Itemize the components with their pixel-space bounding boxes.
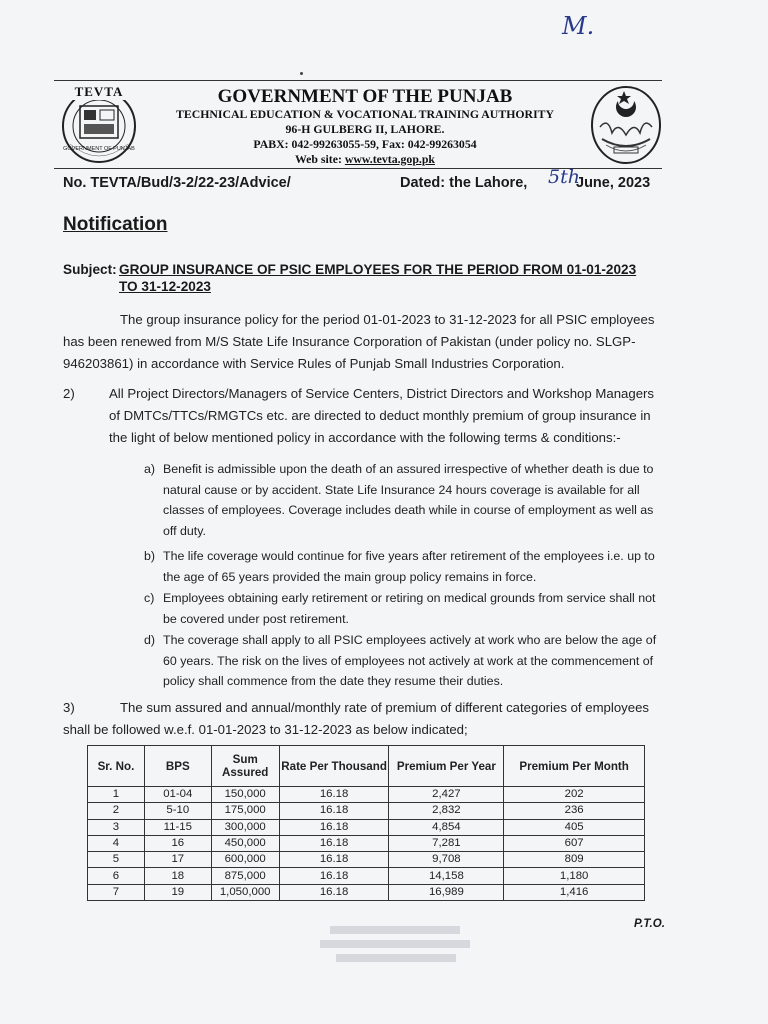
- cell-sum: 175,000: [211, 803, 279, 819]
- col-header-bps: BPS: [144, 746, 211, 787]
- reference-number: No. TEVTA/Bud/3-2/22-23/Advice/: [63, 175, 291, 191]
- cell-month: 405: [504, 819, 645, 835]
- condition-c-text: Employees obtaining early retirement or retiring on medical grounds from service shall not be covered under post retirement.: [163, 591, 656, 626]
- subject-label: Subject:: [63, 262, 117, 277]
- condition-d-text: The coverage shall apply to all PSIC employees actively at work who are below the age of 60 years. The risk on the lives of employees not actively at work at the commencement of policy shall commence from the date they resume their duties.: [163, 633, 657, 688]
- cell-sum: 300,000: [211, 819, 279, 835]
- cell-year: 16,989: [389, 884, 504, 900]
- para2-line-2: of DMTCs/TTCs/RMGTCs etc. are directed to deduct monthly premium of group insurance in: [109, 408, 651, 423]
- cell-rate: 16.18: [279, 819, 389, 835]
- cell-bps: 11-15: [144, 819, 211, 835]
- cell-bps: 16: [144, 835, 211, 851]
- cell-sum: 600,000: [211, 852, 279, 868]
- cell-month: 1,180: [504, 868, 645, 884]
- table-row: [88, 819, 645, 835]
- cell-rate: 16.18: [279, 835, 389, 851]
- para3-line-1: The sum assured and annual/monthly rate of premium of different categories of employees: [120, 700, 650, 715]
- table-row: [88, 884, 645, 900]
- cell-sr: 1: [88, 787, 145, 803]
- cell-sr: 4: [88, 835, 145, 851]
- cell-sr: 6: [88, 868, 145, 884]
- table-row: [88, 835, 645, 851]
- para2-number: 2): [63, 386, 75, 401]
- para1-line-2: has been renewed from M/S State Life Insurance Corporation of Pakistan (under policy no. SLGP-: [63, 334, 636, 349]
- para2-line-1: All Project Directors/Managers of Service Centers, District Directors and Workshop Managers: [109, 386, 655, 401]
- condition-c-letter: c): [144, 591, 155, 605]
- table-header-row: [88, 746, 645, 787]
- cell-sr: 3: [88, 819, 145, 835]
- cell-rate: 16.18: [279, 803, 389, 819]
- col-header-sum-assured: Sum Assured: [211, 746, 279, 787]
- table-row: [88, 852, 645, 868]
- cell-rate: 16.18: [279, 787, 389, 803]
- cell-bps: 19: [144, 884, 211, 900]
- dot-mark: [300, 72, 303, 75]
- faint-office-stamp: [300, 920, 490, 972]
- cell-bps: 5-10: [144, 803, 211, 819]
- para1-line-3: 946203861) in accordance with Service Rules of Punjab Small Industries Corporation.: [63, 356, 565, 371]
- cell-year: 4,854: [389, 819, 504, 835]
- cell-month: 809: [504, 852, 645, 868]
- handwritten-initial: M.: [562, 12, 595, 40]
- cell-month: 236: [504, 803, 645, 819]
- cell-sum: 150,000: [211, 787, 279, 803]
- condition-a-letter: a): [144, 462, 156, 476]
- dated-rest: June, 2023: [576, 175, 651, 191]
- cell-year: 14,158: [389, 868, 504, 884]
- col-header-premium-year: Premium Per Year: [389, 746, 504, 787]
- condition-b-text: The life coverage would continue for five years after retirement of the employees i.e. up to the age of 65 years provided the main group policy remains in force.: [163, 549, 655, 584]
- col-header-rate: Rate Per Thousand: [279, 746, 389, 787]
- premium-table: [87, 745, 645, 901]
- table-row: [88, 868, 645, 884]
- cell-sum: 1,050,000: [211, 884, 279, 900]
- condition-d-letter: d): [144, 633, 156, 647]
- col-header-sr-no: Sr. No.: [88, 746, 145, 787]
- cell-month: 202: [504, 787, 645, 803]
- pto-label: P.T.O.: [634, 918, 665, 930]
- cell-sr: 5: [88, 852, 145, 868]
- header-title: GOVERNMENT OF THE PUNJAB: [217, 86, 513, 107]
- cell-sum: 450,000: [211, 835, 279, 851]
- header-org: TECHNICAL EDUCATION & VOCATIONAL TRAINING AUTHORITY: [175, 107, 555, 121]
- cell-year: 2,427: [389, 787, 504, 803]
- cell-bps: 17: [144, 852, 211, 868]
- website-label: Web site:: [295, 152, 345, 166]
- cell-sr: 2: [88, 803, 145, 819]
- tevta-logo-text: TEVTA: [74, 84, 124, 99]
- col-header-premium-month: Premium Per Month: [504, 746, 645, 787]
- cell-sum: 875,000: [211, 868, 279, 884]
- tevta-logo: [56, 84, 142, 164]
- subject-line-2: TO 31-12-2023: [119, 279, 211, 294]
- subject-line-1: GROUP INSURANCE OF PSIC EMPLOYEES FOR THE PERIOD FROM 01-01-2023: [119, 262, 637, 277]
- header-top-rule: [54, 80, 662, 81]
- website-link[interactable]: www.tevta.gop.pk: [344, 152, 435, 166]
- header-phone: PABX: 042-99263055-59, Fax: 042-99263054: [253, 137, 477, 151]
- cell-year: 7,281: [389, 835, 504, 851]
- dated-day-handwritten: 5th: [548, 166, 580, 188]
- para1-line-1: The group insurance policy for the period 01-01-2023 to 31-12-2023 for all PSIC employees: [120, 312, 655, 327]
- header-address: 96-H GULBERG II, LAHORE.: [285, 122, 445, 136]
- dated-label: Dated: the Lahore,: [400, 175, 528, 191]
- condition-b-letter: b): [144, 549, 156, 563]
- cell-rate: 16.18: [279, 884, 389, 900]
- cell-month: 607: [504, 835, 645, 851]
- table-row: [88, 803, 645, 819]
- cell-sr: 7: [88, 884, 145, 900]
- cell-bps: 18: [144, 868, 211, 884]
- header-website-line: [140, 152, 590, 167]
- para2-line-3: the light of below mentioned policy in accordance with the following terms & conditions:-: [109, 430, 621, 445]
- cell-rate: 16.18: [279, 868, 389, 884]
- cell-year: 2,832: [389, 803, 504, 819]
- cell-year: 9,708: [389, 852, 504, 868]
- cell-rate: 16.18: [279, 852, 389, 868]
- table-row: [88, 787, 645, 803]
- notification-title: Notification: [63, 214, 168, 235]
- punjab-emblem: [588, 83, 664, 165]
- cell-bps: 01-04: [144, 787, 211, 803]
- condition-a-text: Benefit is admissible upon the death of an assured irrespective of whether death is due to natural cause or by accident. State Life Insurance 24 hours coverage is available for all classes of employees. Coverage includes death while in course of employment as well as off duty.: [163, 462, 654, 538]
- cell-month: 1,416: [504, 884, 645, 900]
- para3-line-2: shall be followed w.e.f. 01-01-2023 to 31-12-2023 as below indicated;: [63, 722, 468, 737]
- logo-ring-text: GOVERNMENT OF PUNJAB: [63, 146, 135, 152]
- para3-number: 3): [63, 700, 75, 715]
